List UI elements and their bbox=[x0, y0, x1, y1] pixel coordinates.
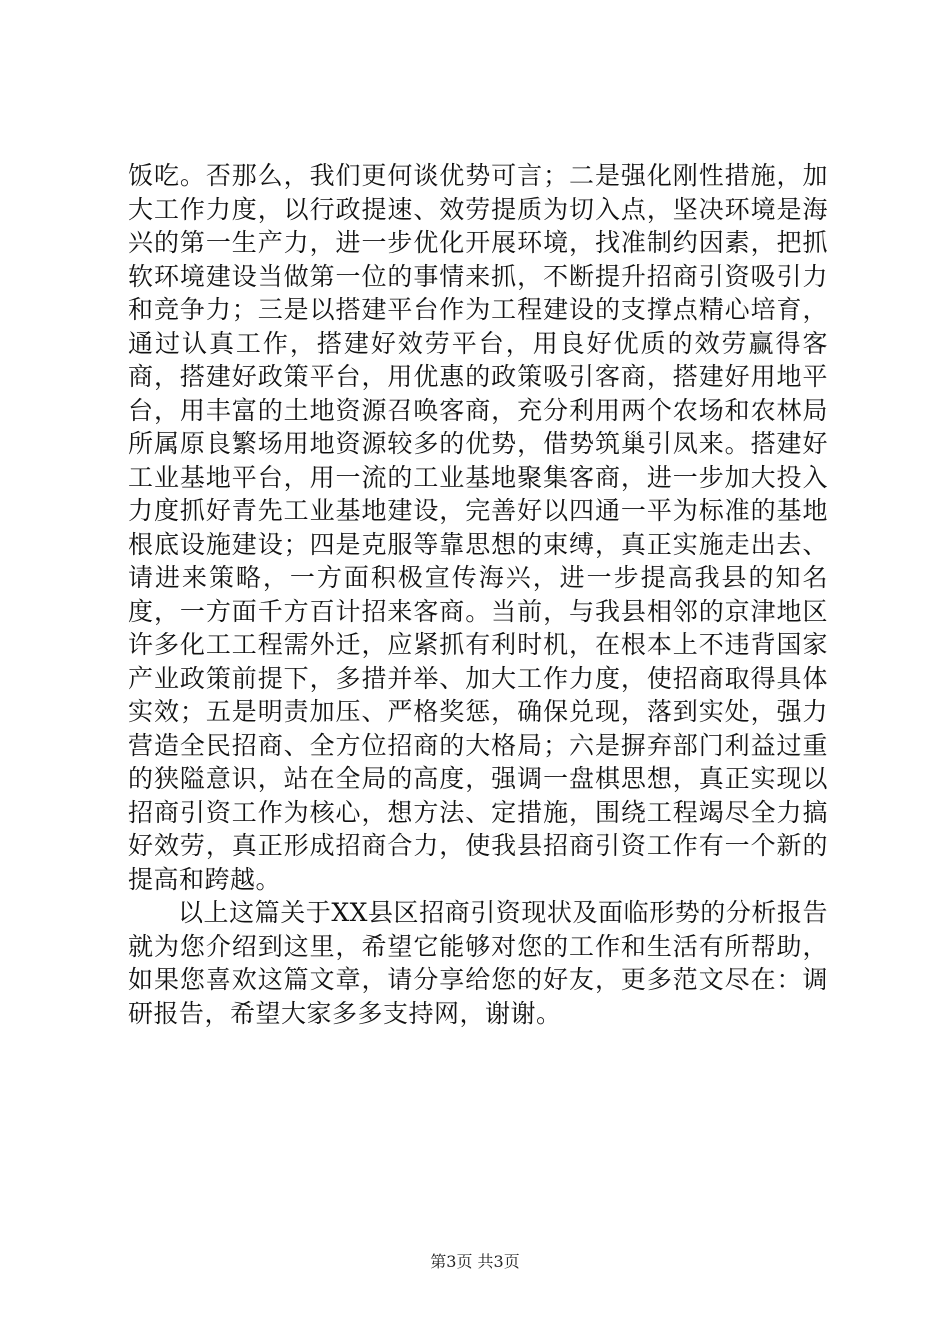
body-paragraph-1: 饭吃。否那么，我们更何谈优势可言；二是强化刚性措施，加大工作力度，以行政提速、效劳提质为切入点，坚决环境是海兴的第一生产力，进一步优化开展环境，找准制约因素，把抓软环境建设当做第一位的事情来抓，不断提升招商引资吸引力和竞争力；三是以搭建平台作为工程建设的支撑点精心培育，通过认真工作，搭建好效劳平台，用良好优质的效劳赢得客商，搭建好政策平台，用优惠的政策吸引客商，搭建好用地平台，用丰富的土地资源召唤客商，充分利用两个农场和农林局所属原良繁场用地资源较多的优势，借势筑巢引凤来。搭建好工业基地平台，用一流的工业基地聚集客商，进一步加大投入力度抓好青先工业基地建设，完善好以四通一平为标准的基地根底设施建设；四是克服等靠思想的束缚，真正实施走出去、请进来策略，一方面积极宣传海兴，进一步提高我县的知名度，一方面千方百计招来客商。当前，与我县相邻的京津地区许多化工工程需外迁，应紧抓有利时机，在根本上不违背国家产业政策前提下，多措并举、加大工作力度，使招商取得具体实效；五是明责加压、严格奖惩，确保兑现，落到实处，强力营造全民招商、全方位招商的大格局；六是摒弃部门利益过重的狭隘意识，站在全局的高度，强调一盘棋思想，真正实现以招商引资工作为核心，想方法、定措施，围绕工程竭尽全力搞好效劳，真正形成招商合力，使我县招商引资工作有一个新的提高和跨越。 bbox=[128, 161, 828, 894]
page-footer: 第3页 共3页 bbox=[430, 1252, 520, 1271]
body-paragraph-2: 以上这篇关于XX县区招商引资现状及面临形势的分析报告就为您介绍到这里，希望它能够对您的工作和生活有所帮助，如果您喜欢这篇文章，请分享给您的好友，更多范文尽在：调研报告，希望大家多多支持网，谢谢。 bbox=[128, 898, 828, 1028]
document-body bbox=[128, 159, 828, 1030]
